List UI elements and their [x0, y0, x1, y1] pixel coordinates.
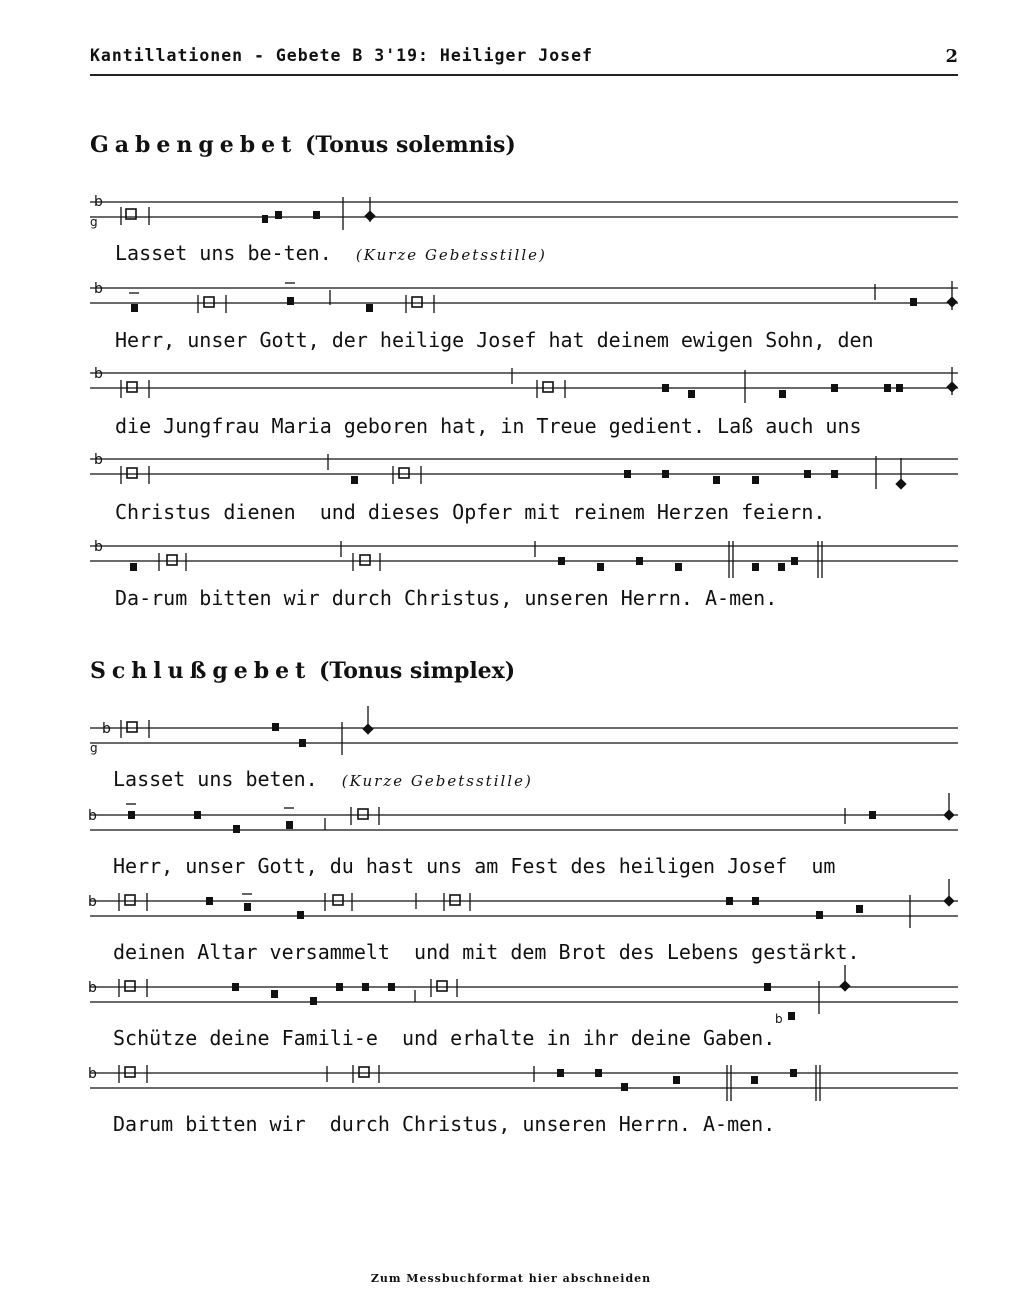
lyric-line: Herr, unser Gott, der heilige Josef hat deinem ewigen Sohn, den [115, 328, 874, 352]
lyric-line: Christus dienen und dieses Opfer mit reinem Herzen feiern. [115, 500, 826, 524]
pause-note: (Kurze Gebetsstille) [355, 246, 547, 264]
cut-instruction: Zum Messbuchformat hier abschneiden [370, 1272, 652, 1285]
flat-clef: b [94, 539, 103, 555]
staff-10 [88, 1065, 958, 1101]
flat-clef: b [102, 721, 111, 737]
staff-2 [90, 281, 958, 313]
flat-clef: b [94, 452, 103, 468]
lyric-line: Herr, unser Gott, du hast uns am Fest des heiligen Josef um [113, 854, 836, 878]
flat-clef: b [88, 980, 97, 996]
staff-6 [90, 706, 958, 755]
flat-clef: b [88, 1066, 97, 1082]
lyric-line [113, 767, 533, 791]
page-number: 2 [945, 46, 958, 67]
staff-1 [90, 194, 958, 230]
lyric-text: Lasset uns be-ten. [115, 241, 332, 265]
staff-5 [90, 539, 958, 578]
flat-clef: b [94, 366, 103, 382]
header-title: Kantillationen - Gebete B 3'19: Heiliger Josef [90, 46, 593, 65]
staff-8 [88, 879, 958, 928]
heading-text: Gabengebet [90, 132, 298, 158]
lyric-line: Darum bitten wir durch Christus, unseren Herrn. A-men. [113, 1112, 776, 1136]
flat-clef: b [88, 808, 97, 824]
tone-text: (Tonus simplex) [318, 658, 516, 684]
staff-4 [90, 452, 958, 490]
lyric-line: Schütze deine Famili-e und erhalte in ihr deine Gaben. [113, 1026, 776, 1050]
treble-g: g [90, 215, 98, 229]
flat-clef: b [88, 894, 97, 910]
staff-7 [88, 793, 958, 833]
lyric-line [115, 241, 547, 265]
lyric-line: deinen Altar versammelt und mit dem Brot des Lebens gestärkt. [113, 940, 860, 964]
flat-clef: b [94, 194, 103, 210]
staff-9 [88, 965, 958, 1026]
staff-3 [90, 366, 958, 403]
lyric-text: Lasset uns beten. [113, 767, 318, 791]
pause-note: (Kurze Gebetsstille) [341, 772, 533, 790]
flat-accidental: b [775, 1012, 783, 1026]
lyric-line: die Jungfrau Maria geboren hat, in Treue gedient. Laß auch uns [115, 414, 862, 438]
tone-text: (Tonus solemnis) [305, 132, 516, 158]
heading-text: Schlußgebet [90, 658, 312, 684]
flat-clef: b [94, 281, 103, 297]
treble-g: g [90, 741, 98, 755]
lyric-line: Da-rum bitten wir durch Christus, unseren Herrn. A-men. [115, 586, 778, 610]
